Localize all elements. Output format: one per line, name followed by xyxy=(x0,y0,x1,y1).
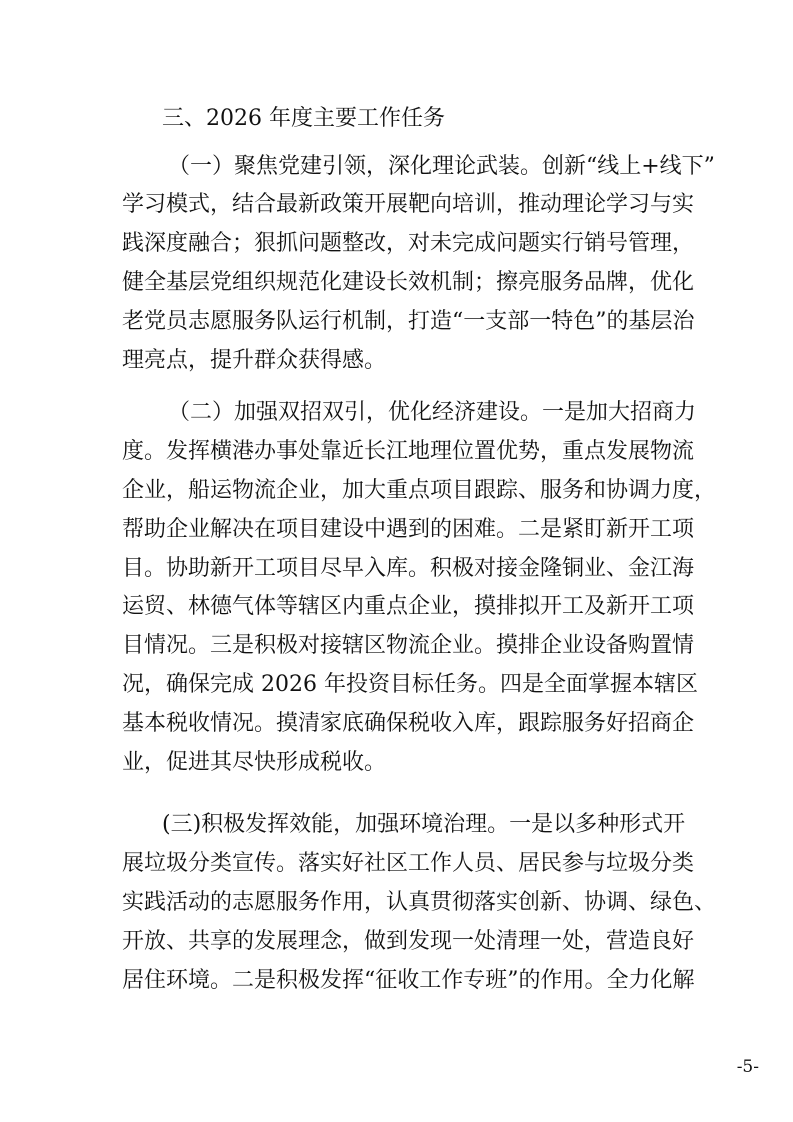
paragraph-line: 老党员志愿服务队运行机制，打造“一支部一特色”的基层治 xyxy=(122,309,695,334)
paragraph-line: 展垃圾分类宣传。落实好社区工作人员、居民参与垃圾分类 xyxy=(122,851,695,876)
paragraph-line: 居住环境。二是积极发挥“征收工作专班”的作用。全力化解 xyxy=(122,968,695,993)
paragraph-line: 企业，船运物流企业，加大重点项目跟踪、服务和协调力度， xyxy=(122,478,717,503)
paragraph-line: 度。发挥横港办事处靠近长江地理位置优势，重点发展物流 xyxy=(122,439,695,464)
paragraph-line: 目。协助新开工项目尽早入库。积极对接金隆铜业、金江海 xyxy=(122,556,695,581)
page-number: -5- xyxy=(736,1057,759,1077)
paragraph-line: 实践活动的志愿服务作用，认真贯彻落实创新、协调、绿色、 xyxy=(122,890,717,915)
paragraph-line: 学习模式，结合最新政策开展靶向培训，推动理论学习与实 xyxy=(122,192,695,217)
paragraph-line: （一）聚焦党建引领，深化理论武装。创新“线上+线下” xyxy=(168,154,715,179)
paragraph-line: （二）加强双招双引，优化经济建设。一是加大招商力 xyxy=(168,400,697,425)
paragraph-line: 业，促进其尽快形成税收。 xyxy=(122,750,387,775)
paragraph-line: (三)积极发挥效能，加强环境治理。一是以多种形式开 xyxy=(162,812,686,837)
paragraph-line: 理亮点，提升群众获得感。 xyxy=(122,348,387,373)
paragraph-line: 基本税收情况。摸清家底确保税收入库，跟踪服务好招商企 xyxy=(122,711,695,736)
section-heading: 三、2026 年度主要工作任务 xyxy=(162,106,445,131)
paragraph-line: 健全基层党组织规范化建设长效机制；擦亮服务品牌，优化 xyxy=(122,270,695,295)
paragraph-line: 运贸、林德气体等辖区内重点企业，摸排拟开工及新开工项 xyxy=(122,594,695,619)
paragraph-line: 帮助企业解决在项目建设中遇到的困难。二是紧盯新开工项 xyxy=(122,517,695,542)
paragraph-line: 践深度融合；狠抓问题整改，对未完成问题实行销号管理， xyxy=(122,231,695,256)
paragraph-line: 目情况。三是积极对接辖区物流企业。摸排企业设备购置情 xyxy=(122,633,695,658)
paragraph-line: 况，确保完成 2026 年投资目标任务。四是全面掌握本辖区 xyxy=(122,672,698,697)
paragraph-line: 开放、共享的发展理念，做到发现一处清理一处，营造良好 xyxy=(122,929,695,954)
